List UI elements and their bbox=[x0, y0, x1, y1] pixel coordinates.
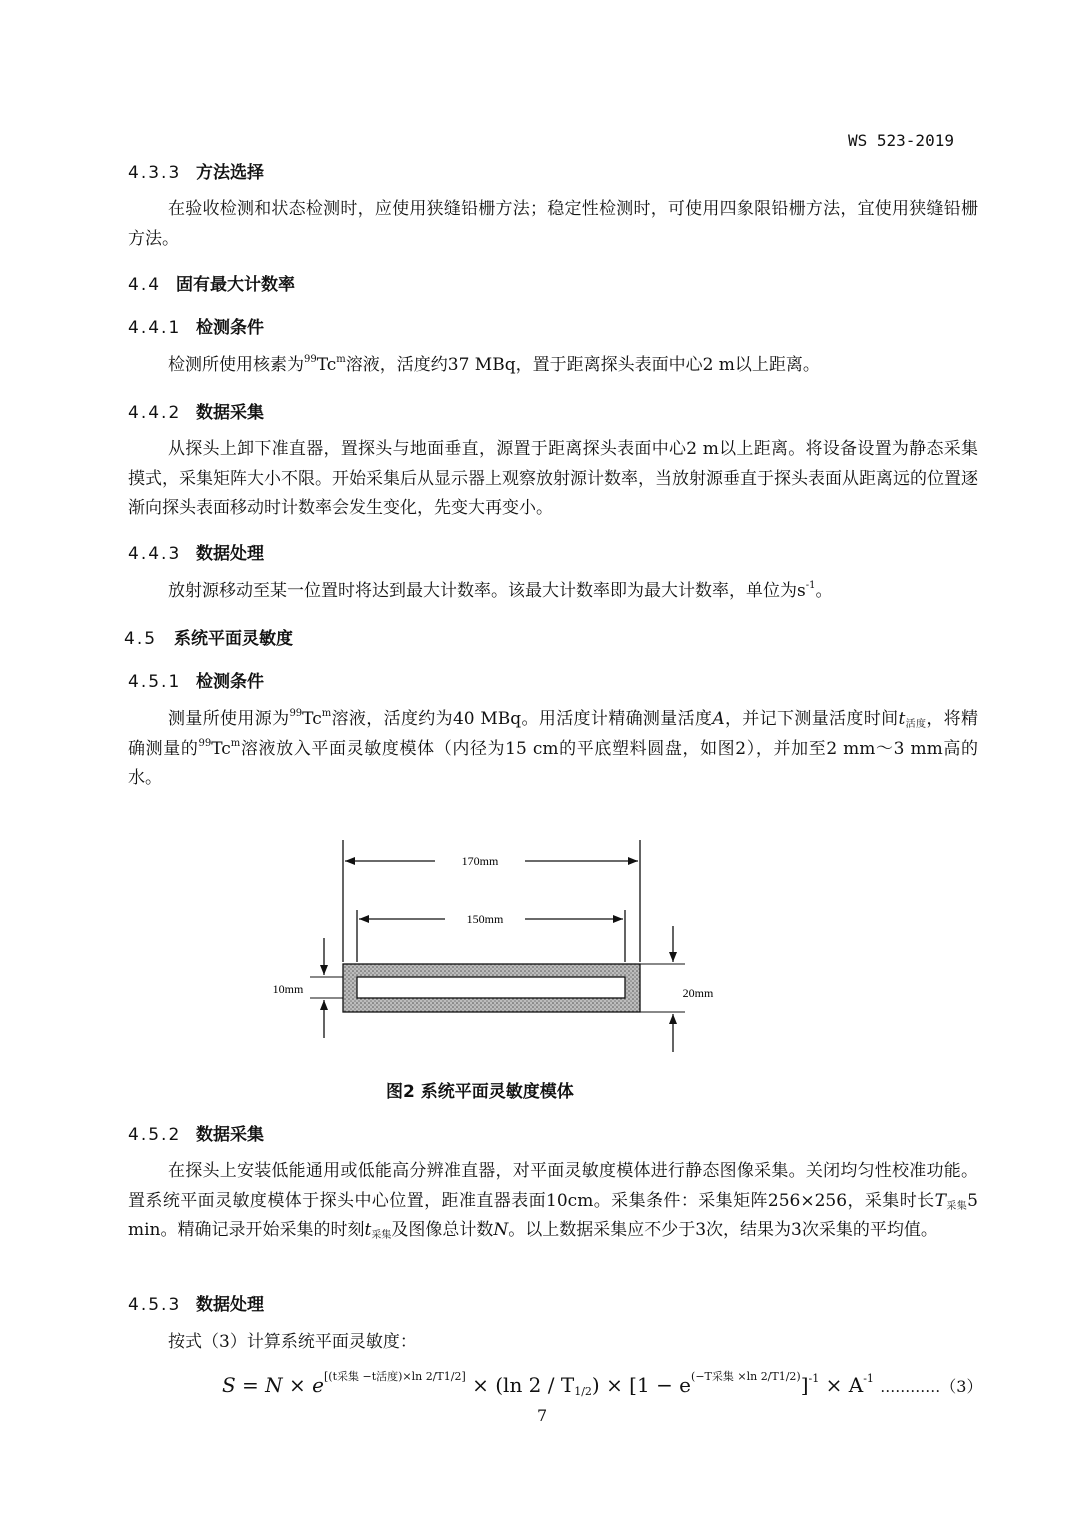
paragraph-4-3-3: 在验收检测和状态检测时，应使用狭缝铅栅方法；稳定性检测时，可使用四象限铅栅方法，宜使用狭缝铅栅方法。 bbox=[128, 199, 978, 249]
section-number: 4.4 bbox=[128, 275, 162, 295]
section-title: 检测条件 bbox=[196, 318, 264, 338]
text: 。 bbox=[815, 581, 833, 601]
section-title: 检测条件 bbox=[196, 672, 264, 692]
text: 在探头上安装低能通用或低能高分辨准直器，对平面灵敏度模体进行静态图像采集。关闭均匀性校准功能。置系统平面灵敏度模体于探头中心位置，距准直器表面10cm。采集条件：采集矩阵256×256，采集时长 bbox=[128, 1161, 978, 1211]
mass-number: 99 bbox=[304, 354, 317, 365]
time-subscript: 采集 bbox=[945, 1200, 968, 1212]
element-symbol: Tc bbox=[302, 709, 322, 729]
figure-caption: 图2 系统平面灵敏度模体 bbox=[386, 1082, 574, 1102]
time-symbol: T bbox=[934, 1190, 946, 1211]
formula-exponent: -1 bbox=[863, 1372, 874, 1385]
wall-thickness-label: 10mm bbox=[272, 982, 304, 996]
section-heading-4-4-2 bbox=[128, 398, 264, 423]
section-heading-4-3-3 bbox=[128, 158, 264, 183]
section-number: 4.3.3 bbox=[128, 163, 182, 183]
paragraph-4-5-2 bbox=[128, 1157, 978, 1246]
inner-diameter-label: 150mm bbox=[466, 912, 504, 926]
paragraph-4-5-3: 按式（3）计算系统平面灵敏度： bbox=[168, 1332, 417, 1352]
formula-term: ) × [1 − e bbox=[591, 1373, 692, 1397]
section-title: 固有最大计数率 bbox=[176, 275, 295, 295]
element-symbol: Tc bbox=[316, 355, 337, 375]
section-number: 4.4.2 bbox=[128, 403, 182, 423]
section-number: 4.5.3 bbox=[128, 1295, 182, 1315]
element-symbol: Tc bbox=[211, 738, 231, 759]
exponent: -1 bbox=[805, 580, 816, 591]
text: 检测所使用核素为 bbox=[168, 355, 304, 375]
section-number: 4.4.3 bbox=[128, 544, 182, 564]
text: 5 min。精确记录开始采集的时刻 bbox=[128, 1190, 978, 1240]
paragraph-4-4-2: 从探头上卸下准直器，置探头与地面垂直，源置于距离探头表面中心2 m以上距离。将设备设置为静态采集摸式，采集矩阵大小不限。开始采集后从显示器上观察放射源计数率，当放射源垂直于探头表面从距离远的位置逐渐向探头表面移动时计数率会发生变化，先变大再变小。 bbox=[128, 439, 978, 518]
section-number: 4.4.1 bbox=[128, 318, 182, 338]
mass-number: 99 bbox=[198, 737, 212, 749]
standard-id: WS 523-2019 bbox=[848, 131, 954, 150]
formula-leader-dots: ………… bbox=[880, 1378, 941, 1396]
time-subscript: 采集 bbox=[371, 1230, 392, 1241]
formula-term: ] bbox=[800, 1373, 809, 1397]
section-title: 数据采集 bbox=[196, 1125, 264, 1145]
text: ，将精确测量的 bbox=[128, 709, 979, 759]
formula-term: × A bbox=[825, 1373, 864, 1397]
section-title: 系统平面灵敏度 bbox=[174, 629, 293, 649]
section-title: 数据处理 bbox=[196, 544, 264, 564]
text: 放射源移动至某一位置时将达到最大计数率。该最大计数率即为最大计数率，单位为s bbox=[168, 581, 806, 601]
text: 溶液放入平面灵敏度模体（内径为15 cm的平底塑料圆盘，如图2），并加至2 mm～3 mm高的水。 bbox=[128, 738, 978, 788]
formula-term: × (ln 2 / T bbox=[472, 1373, 575, 1397]
text: 溶液，活度约37 MBq，置于距离探头表面中心2 m以上距离。 bbox=[345, 355, 820, 375]
outer-diameter-label: 170mm bbox=[461, 854, 499, 868]
formula-lhs: S = N × e bbox=[222, 1373, 324, 1397]
text: 及图像总计数 bbox=[391, 1220, 494, 1240]
phantom-cavity bbox=[357, 977, 625, 998]
paragraph-4-4-1 bbox=[128, 351, 978, 381]
formula-exponent: [(t采集 −t活度)×ln 2/T1/2] bbox=[323, 1370, 466, 1383]
mass-number: 99 bbox=[289, 708, 303, 719]
metastable-marker: m bbox=[336, 354, 346, 365]
section-heading-4-5 bbox=[124, 624, 293, 649]
formula-subscript: 1/2 bbox=[574, 1385, 592, 1398]
paragraph-4-4-3 bbox=[128, 577, 978, 607]
section-title: 数据采集 bbox=[196, 403, 264, 423]
text: 。以上数据采集应不少于3次，结果为3次采集的平均值。 bbox=[508, 1220, 938, 1240]
section-heading-4-5-3 bbox=[128, 1290, 264, 1315]
time-subscript: 活度 bbox=[905, 719, 927, 730]
text: 溶液，活度约为40 MBq。用活度计精确测量活度 bbox=[331, 709, 713, 729]
formula-exponent: -1 bbox=[808, 1372, 820, 1385]
section-number: 4.5.1 bbox=[128, 672, 182, 692]
activity-symbol: A bbox=[712, 709, 725, 729]
paragraph-4-5-1 bbox=[128, 705, 978, 794]
section-heading-4-5-2 bbox=[128, 1120, 264, 1145]
section-title: 数据处理 bbox=[196, 1295, 264, 1315]
height-label: 20mm bbox=[682, 986, 714, 1000]
text: 测量所使用源为 bbox=[168, 709, 290, 729]
metastable-marker: m bbox=[321, 708, 332, 719]
formula-exponent: (−T采集 ×ln 2/T1/2) bbox=[691, 1370, 801, 1383]
time-symbol: t bbox=[364, 1220, 372, 1240]
section-number: 4.5 bbox=[124, 629, 158, 649]
section-heading-4-5-1 bbox=[128, 667, 264, 692]
text: ，并记下测量活度时间 bbox=[724, 709, 899, 729]
section-title: 方法选择 bbox=[196, 163, 264, 183]
time-symbol: t bbox=[898, 709, 906, 729]
metastable-marker: m bbox=[230, 737, 241, 749]
section-number: 4.5.2 bbox=[128, 1125, 182, 1145]
count-symbol: N bbox=[493, 1220, 509, 1240]
formula-3 bbox=[222, 1370, 983, 1398]
section-heading-4-4 bbox=[128, 270, 295, 295]
page-number: 7 bbox=[537, 1406, 548, 1425]
section-heading-4-4-3 bbox=[128, 539, 264, 564]
section-heading-4-4-1 bbox=[128, 313, 264, 338]
formula-number: （3） bbox=[940, 1377, 983, 1396]
phantom-figure bbox=[260, 830, 720, 1060]
